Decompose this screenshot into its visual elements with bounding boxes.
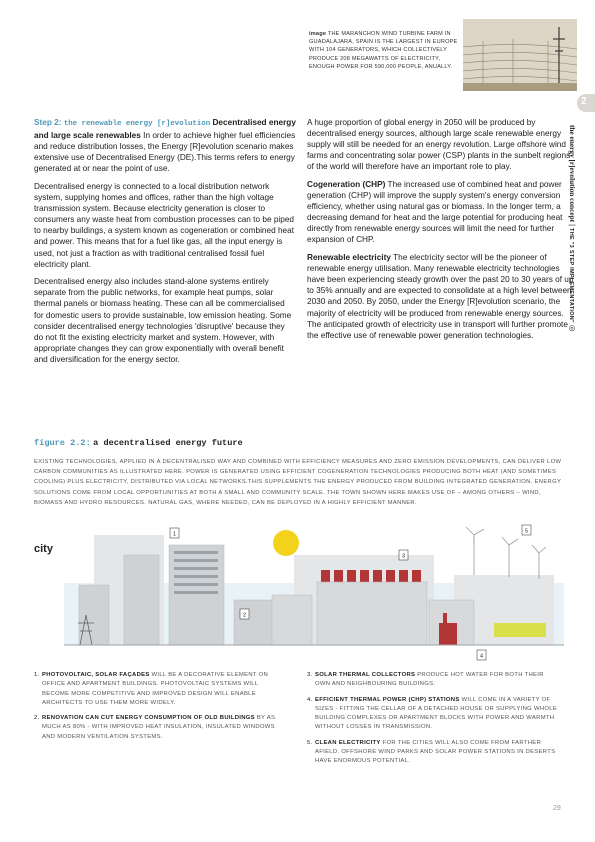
globe-icon: ◎: [568, 324, 577, 332]
paragraph: Decentralised energy is connected to a local distribution network system, supplying homes and offices, rather than the high voltage transmission system. Because electricity generation is closer to consumers any waste heat from combustion processes can to be piped to nearby buildings, a system known as cogeneration or combined heat and power. This means that for a fuel like gas, all the input energy is used, not just a fraction as with traditional centralised fossil fuel electricity plant.: [34, 181, 295, 269]
list-item: 5. CLEAN ELECTRICITY FOR THE CITIES WILL ALSO COME FROM FARTHER AFIELD. OFFSHORE WIND PARKS AND SOLAR POWER STATIONS IN DESERTS HAVE ENORMOUS POTENTIAL.: [307, 739, 556, 765]
list-item: 3. SOLAR THERMAL COLLECTORS PRODUCE HOT WATER FOR BOTH THEIR OWN AND NEIGHBOURING BUILDINGS.: [307, 672, 544, 688]
left-column: [34, 117, 296, 371]
figure-description: EXISTING TECHNOLOGIES, APPLIED IN A DECENTRALISED WAY AND COMBINED WITH EFFICIENCY MEASURES AND ZERO EMISSION DEVELOPMENTS, CAN DELIVER LOW CARBON COMMUNITIES AS ILLUSTRATED HERE. POWER IS GENERATED USING EFFICIENT COGENERATION TECHNOLOGIES PRODUCING BOTH HEAT (AND SOMETIMES COOLING) PLUS ELECTRICITY, DISTRIBUTED VIA LOCAL NETWORKS.THIS SUPPLEMENTS THE ENERGY PRODUCED FROM BUILDING INTEGRATED GENERATION. ENERGY SOLUTIONS COME FROM LOCAL OPPORTUNITIES AT BOTH A SMALL AND COMMUNITY SCALE. THE TOWN SHOWN HERE MAKES USE OF – AMONG OTHERS – WIND, BIOMASS AND HYDRO RESOURCES. NATURAL GAS, WHERE NEEDED, CAN BE DEPLOYED IN A HIGHLY EFFICIENT MANNER.: [34, 459, 562, 506]
paragraph-text: The electricity sector will be the pioneer of renewable energy utilisation. Many renewable electricity technologies have been experiencing steady growth over the past 20 to 30 years of up to 35% annually and are expected to consolidate at a high level between 2030 and 2050. By 2050, under the Energy [R]evolution scenario, the majority of electricity will be produced from renewable energy sources. The anticipated growth of electricity use in transport will further promote the effective use of renewable power generation technologies.: [307, 253, 574, 340]
list-item: 4. EFFICIENT THERMAL POWER (CHP) STATIONS WILL COME IN A VARIETY OF SIZES - FITTING THE CELLAR OF A DETACHED HOUSE OR SUPPLYING WHOLE BUILDING COMPLEXES OR APARTMENT BLOCKS WITH POWER AND WARMTH WITHOUT LOSSES IN TRANSMISSION.: [307, 696, 558, 731]
photo-caption: [309, 30, 459, 71]
paragraph-text: In order to achieve higher fuel efficiencies and reduce distribution losses, the Energy [R]evolution scenario makes extensive use of Decentralised Energy (DE).This terms refers to energy generated at or near the point of use.: [34, 131, 296, 174]
figure-number: figure 2.2:: [34, 438, 91, 448]
list-left: [34, 671, 286, 748]
list-item: 1. PHOTOVOLTAIC, SOLAR FAÇADES WILL BE A DECORATIVE ELEMENT ON OFFICE AND APARTMENT BUILDINGS. PHOTOVOLTAIC SYSTEMS WILL BECOME MORE COMPETITIVE AND IMPROVED DESIGN WILL ENABLE ARCHITECTS TO USE THEM MORE WIDELY.: [34, 672, 269, 706]
paragraph: A huge proportion of global energy in 2050 will be produced by decentralised energy sources, although large scale renewable energy supply will still be needed for an energy revolution. Large offshore wind farms and concentrating solar power (CSP) plants in the sunbelt regions of the world will therefore have an important role to play.: [307, 118, 571, 172]
caption-text: THE MARANCHON WIND TURBINE FARM IN GUADALAJARA, SPAIN IS THE LARGEST IN EUROPE WITH 104 GENERATORS, WHICH COLLECTIVELY PRODUCE 208 MEGAWATTS OF ELECTRICITY, ENOUGH POWER FOR 590,000 PEOPLE, ANUALLY.: [309, 31, 458, 70]
chp-paragraph: [307, 179, 575, 246]
step-paragraph: [34, 117, 296, 174]
running-header-title: the energy [r]evolution concept: [568, 125, 577, 223]
right-column: [307, 117, 575, 347]
chapter-number: 2: [581, 96, 587, 107]
list-right: [307, 671, 559, 773]
wind-turbine-photo: [463, 19, 577, 91]
marker-4: 4: [479, 653, 484, 660]
city-illustration: [34, 515, 564, 665]
page-number: 29: [553, 805, 561, 812]
step-subtitle: the renewable energy [r]evolution: [63, 120, 211, 128]
running-header-separator: |: [568, 224, 577, 227]
figure-name: a decentralised energy future: [93, 438, 243, 448]
marker-3: 3: [401, 553, 406, 560]
marker-5: 5: [524, 528, 529, 535]
figure-title: [34, 437, 243, 448]
city-label: city: [34, 543, 53, 555]
step-heading: Decentralised energy and large scale renewables: [34, 118, 296, 141]
renewable-paragraph: [307, 252, 575, 341]
step-label: Step 2:: [34, 118, 62, 127]
chapter-tab: [577, 94, 595, 112]
marker-2: 2: [242, 612, 247, 619]
sun-icon: [273, 530, 299, 556]
paragraph-text: The increased use of combined heat and power generation (CHP) will improve the supply system's energy conversion efficiency, whether using natural gas or biomass. In the longer term, a decreasing demand for heat and the large potential for producing heat directly from renewable energy sources will limit the need for further expansion of CHP.: [307, 179, 563, 245]
renewable-heading: Renewable electricity: [307, 253, 391, 263]
paragraph: Decentralised energy also includes stand-alone systems entirely separate from the public networks, for example heat pumps, solar thermal panels or biomass heating. These can all be commercialised for domestic users to provide sustainable, low emission heating. Some consider decentralised energy technologies 'disruptive' because they do not fit the existing electricity market and system. However, with appropriate changes they can grow exponentially with overall benefit and diversification for the energy sector.: [34, 277, 292, 364]
marker-1: 1: [172, 531, 177, 538]
caption-label: image: [309, 31, 327, 37]
chp-heading: Cogeneration (CHP): [307, 179, 386, 189]
list-item: 2. RENOVATION CAN CUT ENERGY CONSUMPTION OF OLD BUILDINGS BY AS MUCH AS 80% - WITH IMPROVED HEAT INSULATION, INSULATED WINDOWS AND MODERN VENTILATION SYSTEMS.: [34, 715, 276, 740]
running-header-subtitle: THE "3 STEP IMPLEMENTATION": [568, 228, 574, 323]
